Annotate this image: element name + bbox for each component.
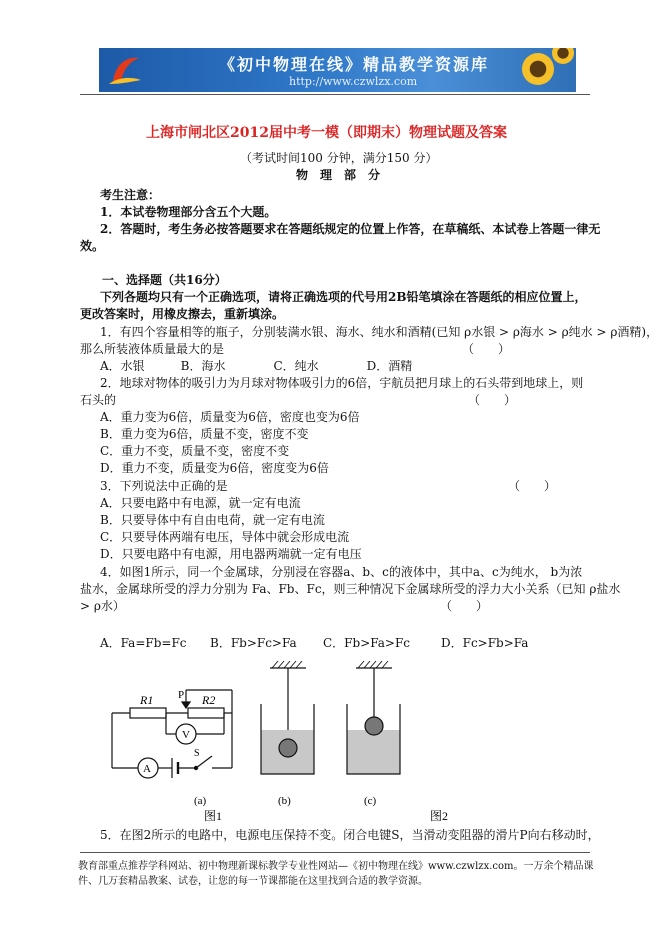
container-a [261,661,314,774]
notice-item-1: 1．本试卷物理部分含五个大题。 [100,205,277,219]
slider-p-label: P [178,689,185,701]
label-b: (b) [278,795,291,807]
footer-line-2: 件、几万套精品教案、试卷，让您的每一节课都能在这里找到合适的教学资源。 [78,876,428,887]
part1-intro-cont: 更改答案时，用橡皮擦去，重新填涂。 [80,307,285,321]
banner-title: 《初中物理在线》精品教学资源库 [219,55,490,74]
notice-item-2: 2．答题时，考生务必按答题要求在答题纸规定的位置上作答，在草稿纸、本试卷上答题一律无 [100,222,601,236]
sunflower-icon [522,53,554,85]
label-c: (c) [364,795,377,807]
q3-option-d: D．只要电路中有电源，用电器两端就一定有电压 [100,547,362,561]
r2-label: R2 [202,693,216,707]
ammeter-label: A [143,763,151,775]
q4-text: 4．如图1所示，同一个金属球，分别浸在容器a、b、c的液体中，其中a、c为纯水， b为浓 [100,565,583,579]
page-title: 上海市闸北区2012届中考一模（即期末）物理试题及答案 [146,125,507,141]
q5-text: 5．在图2所示的电路中，电源电压保持不变。闭合电键S，当滑动变阻器的滑片P向右移动时， [100,828,600,842]
q1-options: A．水银 B．海水 C．纯水 D．酒精 [100,359,413,373]
footer-line-1: 教育部重点推荐学科网站、初中物理新课标教学专业性网站—《初中物理在线》www.czwlzx.com。一万余个精品课 [78,861,594,872]
figure1-caption: 图1 [204,809,223,823]
q2-option-d: D．重力不变，质量变为6倍，密度变为6倍 [100,461,329,475]
q4-option-b: B．Fb>Fc>Fa [210,636,297,650]
q2-option-b: B．重力变为6倍，质量不变，密度不变 [100,427,309,441]
q4-option-c: C．Fb>Fa>Fc [323,636,411,650]
q1-answer-blank: （ ） [462,342,511,356]
voltmeter-label: V [182,729,190,741]
figure-area [100,660,550,825]
q3-text: 3．下列说法中正确的是 [100,479,228,493]
container-c [347,661,400,774]
exam-time: （考试时间100 分钟，满分150 分） [240,151,438,165]
header-rule [80,94,590,95]
q4-text-cont2: > ρ水） [80,599,125,613]
q3-answer-blank: （ ） [508,479,557,493]
part1-heading: 一、选择题（共16分） [102,273,227,287]
switch-label: S [194,748,200,759]
q2-text: 2．地球对物体的吸引力为月球对物体吸引力的6倍，宇航员把月球上的石头带到地球上，则 [100,376,584,390]
part1-intro: 下列各题均只有一个正确选项，请将正确选项的代号用2B铅笔填涂在答题纸的相应位置上， [100,290,587,304]
figure2-caption: 图2 [430,809,449,823]
q4-option-d: D．Fc>Fb>Fa [441,636,529,650]
q2-option-c: C．重力不变，质量不变，密度不变 [100,444,290,458]
sunflower-small-icon [552,48,574,64]
q4-answer-blank: （ ） [440,599,489,613]
site-banner [99,48,576,92]
banner-url[interactable]: http://www.czwlzx.com [289,75,418,88]
section-title: 物 理 部 分 [296,168,381,182]
q2-option-a: A．重力变为6倍，质量变为6倍，密度也变为6倍 [100,410,360,424]
footer-rule [80,852,590,853]
notice-item-2-cont: 效。 [80,239,105,253]
q3-option-a: A．只要电路中有电源，就一定有电流 [100,496,301,510]
q3-option-c: C．只要导体两端有电压，导体中就会形成电流 [100,530,350,544]
label-a: (a) [194,795,207,807]
q3-option-b: B．只要导体中有自由电荷，就一定有电流 [100,513,325,527]
q1-text-cont: 那么所装液体质量最大的是 [80,342,225,356]
q1-text: 1．有四个容量相等的瓶子，分别装满水银、海水、纯水和酒精(已知 ρ水银 > ρ海水 > ρ纯水 > ρ酒精)， [100,325,659,339]
q4-text-cont: 盐水，金属球所受的浮力分别为 Fa、Fb、Fc，则三种情况下金属球所受的浮力大小关系（已知 ρ盐水 [80,582,621,596]
q2-answer-blank: （ ） [468,393,517,407]
r1-label: R1 [140,693,154,707]
site-logo-icon [105,52,145,88]
notice-heading: 考生注意： [100,188,161,202]
q2-text-cont: 石头的 [80,393,117,407]
q4-option-a: A．Fa=Fb=Fc [100,636,187,650]
